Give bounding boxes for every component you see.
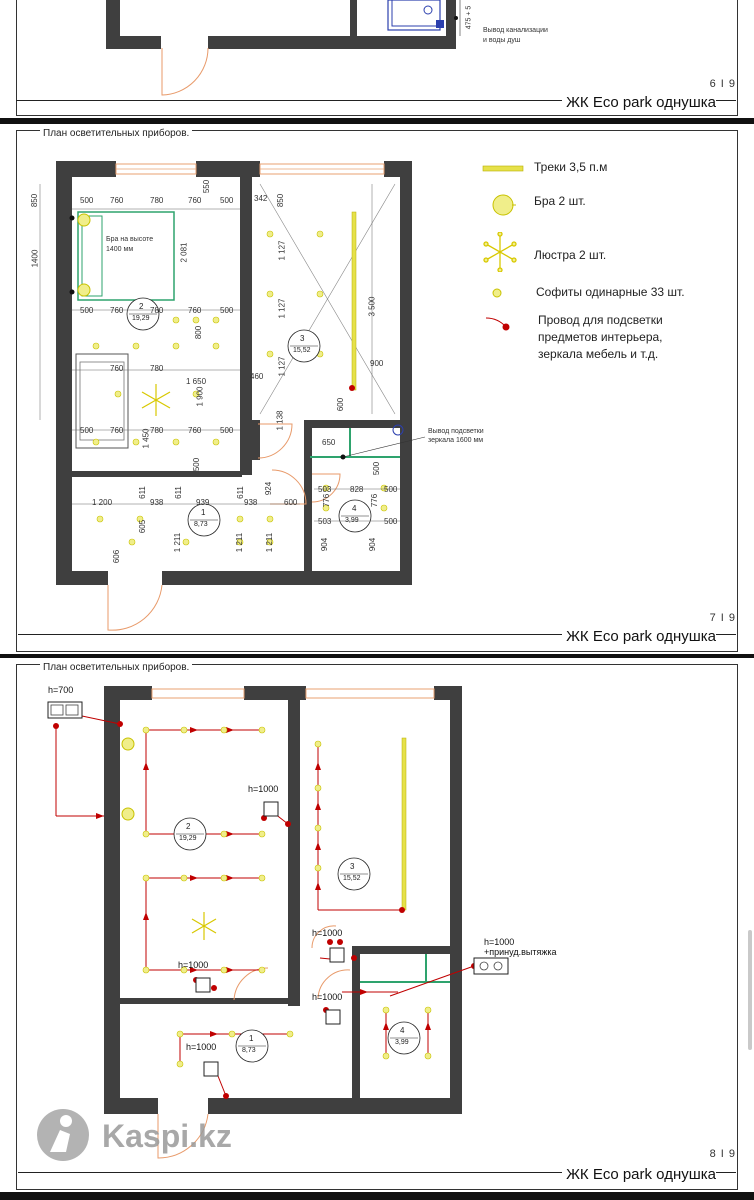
dim-label: 500: [220, 426, 234, 435]
mirror-note-line2: зеркала 1600 мм: [428, 437, 484, 444]
sheet-title: План осветительных приборов.: [40, 662, 192, 673]
dim-label: 460: [250, 372, 264, 381]
dim-label: 500: [372, 461, 382, 476]
dim-label: 503: [318, 485, 332, 494]
dim-label: 600: [336, 397, 346, 412]
dim-label: 780: [150, 196, 164, 205]
dim-label: 760: [188, 426, 202, 435]
mirror-note-line1: Вывод подсветки: [428, 428, 484, 435]
page-number: 6 I 9: [709, 78, 736, 90]
dim-label: 904: [368, 537, 378, 552]
room-area: 15,52: [293, 347, 311, 354]
dim-label: 475 + 5: [465, 5, 473, 30]
watermark: [36, 1108, 276, 1164]
dim-label: 500: [220, 306, 234, 315]
height-label-extra: +принуд.вытяжка: [484, 947, 557, 957]
legend-label: зеркала мебель и т.д.: [538, 347, 659, 361]
dim-label: 605: [138, 519, 148, 534]
room-area: 3,99: [345, 517, 359, 524]
dim-label: 760: [188, 306, 202, 315]
dim-label: 600: [284, 498, 298, 507]
track-light-icon: [482, 163, 524, 175]
dim-label: 500: [192, 457, 202, 472]
dim-label: 939: [196, 498, 210, 507]
dim-label: 503: [318, 517, 332, 526]
height-label: h=1000: [178, 960, 209, 970]
dim-label: 611: [173, 486, 183, 499]
room-number: 1: [249, 1034, 254, 1043]
dim-label: 780: [150, 306, 164, 315]
dim-label: 780: [150, 364, 164, 373]
room-number: 3: [350, 862, 355, 871]
footer-title: ЖК Eco park однушка: [562, 94, 716, 111]
dim-label: 500: [220, 196, 234, 205]
dim-label: 500: [384, 517, 398, 526]
drain-note-line1: Вывод канализации: [483, 27, 548, 34]
spotlight-icon: [490, 286, 504, 300]
dim-label: 500: [80, 306, 94, 315]
height-label: h=1000: [312, 992, 343, 1002]
dim-label: 924: [264, 481, 274, 496]
watermark-text: Kaspi.kz: [102, 1118, 232, 1154]
sconce-note-line2: 1400 мм: [106, 246, 134, 253]
dim-label: 828: [350, 485, 364, 494]
dim-label: 3 500: [367, 296, 377, 317]
dim-label: 611: [235, 486, 245, 499]
dim-label: 500: [80, 196, 94, 205]
dim-label: 1 211: [235, 532, 245, 553]
dim-label: 1 211: [173, 532, 183, 553]
room-number: 4: [400, 1026, 405, 1035]
dim-label: 760: [110, 426, 124, 435]
page-number: 8 I 9: [709, 1148, 736, 1160]
room-area: 3,99: [395, 1039, 409, 1046]
sheet-title: План осветительных приборов.: [40, 128, 192, 139]
room-number: 2: [186, 822, 191, 831]
sconce-icon: [488, 192, 518, 218]
legend: [482, 158, 732, 368]
dim-label: 1400: [30, 249, 40, 268]
page-7: [0, 124, 754, 654]
room-area: 19,29: [132, 315, 150, 322]
dim-label: 760: [188, 196, 202, 205]
dim-label: 760: [110, 196, 124, 205]
height-label: h=1000: [484, 937, 515, 947]
wire-icon: [484, 314, 512, 334]
dim-label: 650: [322, 438, 336, 447]
legend-label: Треки 3,5 п.м: [534, 160, 608, 174]
height-label: h=1000: [248, 784, 279, 794]
dim-label: 1 127: [277, 298, 287, 319]
dim-label: 760: [110, 364, 124, 373]
dim-label: 2 081: [179, 242, 189, 263]
legend-label: Провод для подсветки: [538, 313, 663, 327]
dim-label: 776: [370, 493, 380, 508]
dim-label: 1 138: [275, 410, 285, 431]
dim-label: 611: [137, 486, 147, 499]
room-area: 15,52: [343, 875, 361, 882]
dim-label: 1 650: [186, 377, 207, 386]
dim-label: 1 450: [141, 428, 151, 449]
dim-label: 342: [254, 194, 268, 203]
legend-label: Бра 2 шт.: [534, 194, 586, 208]
page-6: [0, 0, 754, 118]
dim-label: 850: [276, 193, 286, 208]
dim-label: 800: [194, 325, 204, 340]
scrollbar[interactable]: [748, 930, 752, 1050]
sconce-note-line1: Бра на высоте: [106, 236, 154, 243]
dim-label: 938: [150, 498, 164, 507]
drain-note-line2: и воды душ: [483, 37, 521, 44]
page-number: 7 I 9: [709, 612, 736, 624]
dim-label: 760: [110, 306, 124, 315]
height-label: h=1000: [186, 1042, 217, 1052]
legend-label: Люстра 2 шт.: [534, 248, 607, 262]
dim-label: 1 900: [195, 386, 205, 407]
legend-label: предметов интерьера,: [538, 330, 663, 344]
legend-label: Софиты одинарные 33 шт.: [536, 285, 685, 299]
height-label: h=700: [48, 685, 74, 695]
room-number: 3: [300, 334, 305, 343]
room-number: 1: [201, 508, 206, 517]
dim-label: 550: [202, 179, 212, 194]
dim-label: 606: [112, 549, 122, 564]
room-number: 4: [352, 504, 357, 513]
dim-label: 1 200: [92, 498, 113, 507]
dim-label: 850: [30, 193, 40, 208]
dim-label: 900: [370, 359, 384, 368]
dim-label: 500: [384, 485, 398, 494]
room-number: 2: [139, 302, 144, 311]
footer-title: ЖК Eco park однушка: [562, 628, 716, 645]
chandelier-icon: [482, 232, 518, 272]
dim-label: 1 211: [265, 532, 275, 553]
room-area: 8,73: [194, 521, 208, 528]
kaspi-logo-icon: [36, 1108, 90, 1162]
dim-label: 1 127: [277, 240, 287, 261]
dim-label: 904: [320, 537, 330, 552]
dim-label: 938: [244, 498, 258, 507]
dim-label: 500: [80, 426, 94, 435]
dim-label: 776: [322, 493, 332, 508]
dim-label: 780: [150, 426, 164, 435]
room-area: 8,73: [242, 1047, 256, 1054]
footer-title: ЖК Eco park однушка: [562, 1166, 716, 1183]
height-label: h=1000: [312, 928, 343, 938]
room-area: 19,29: [179, 835, 197, 842]
dim-label: 1 127: [277, 356, 287, 377]
